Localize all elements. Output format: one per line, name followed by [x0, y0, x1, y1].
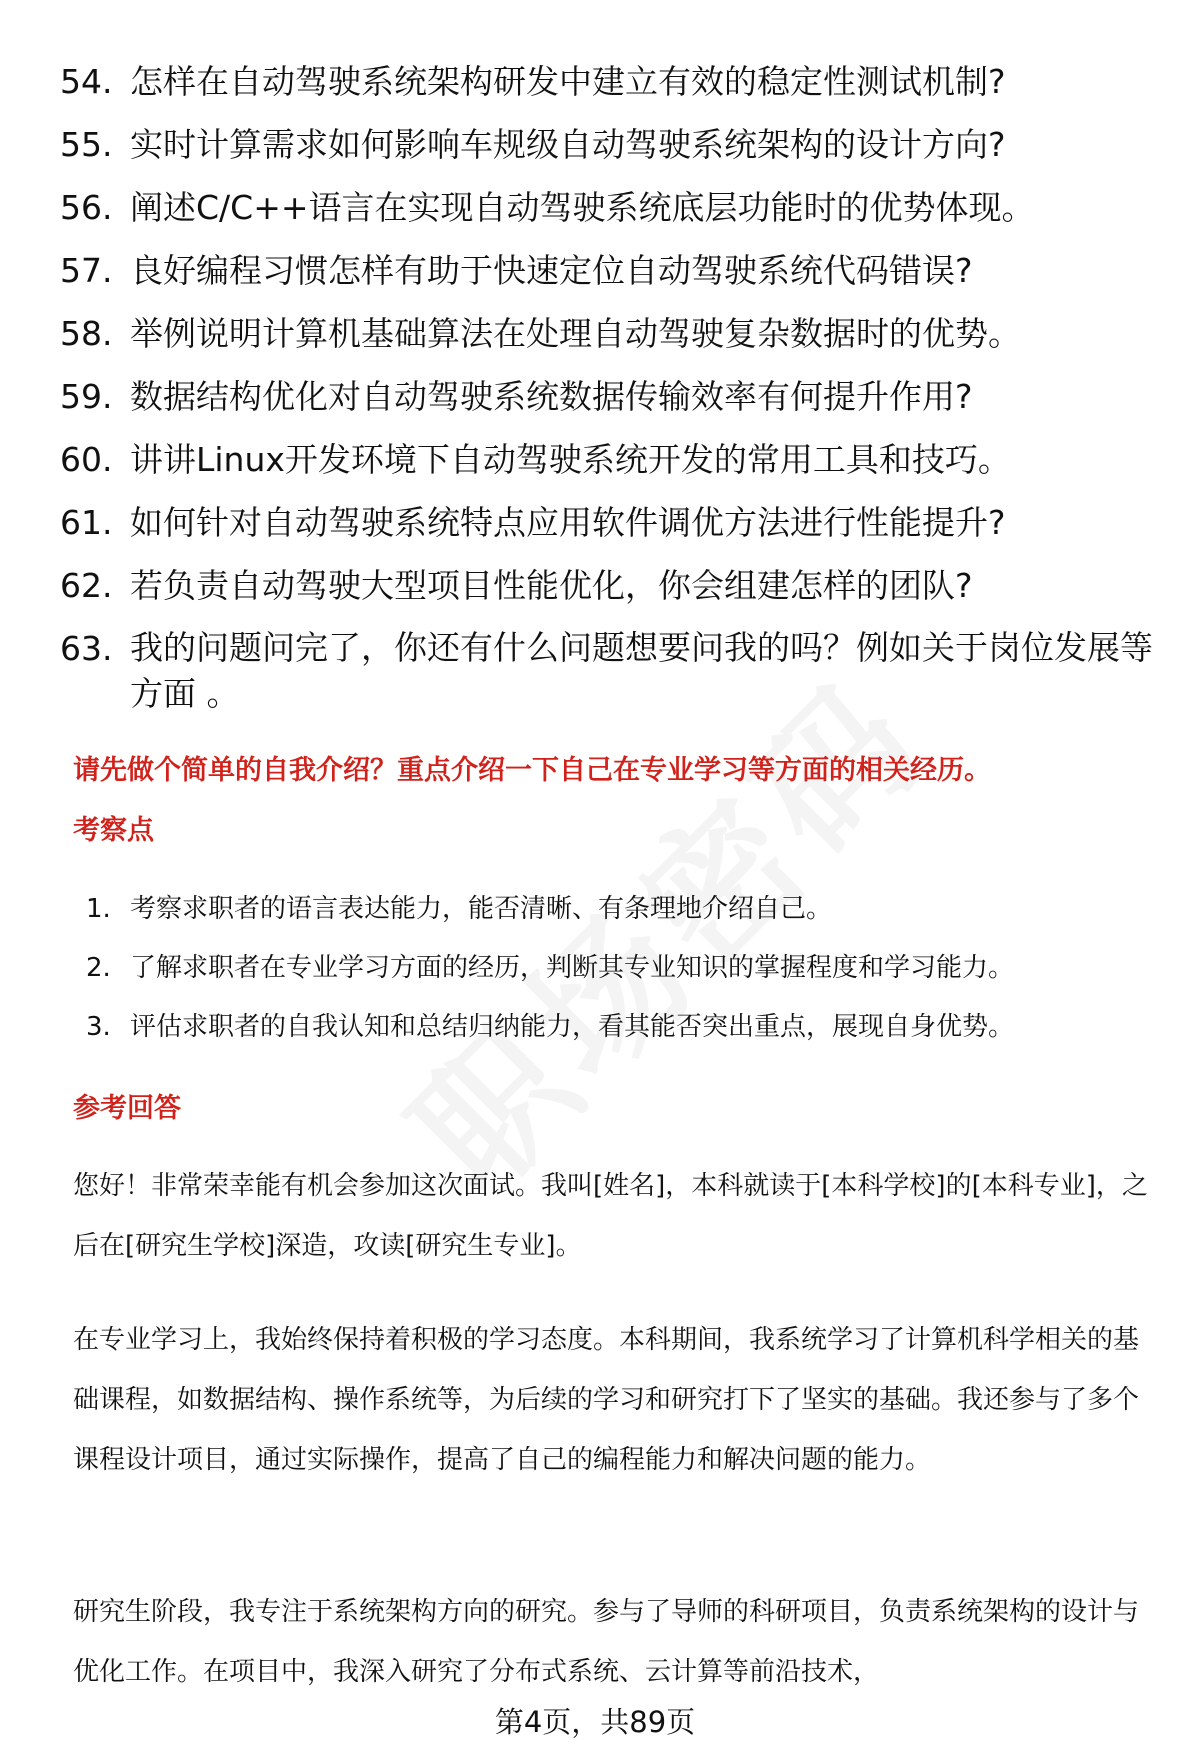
- question-number: 58.: [60, 314, 113, 353]
- question-item: [60, 365, 1160, 428]
- question-item: [60, 554, 1160, 617]
- question-text: 讲讲Linux开发环境下自动驾驶系统开发的常用工具和技巧。: [130, 440, 1011, 479]
- point-number: 1.: [86, 894, 111, 924]
- question-number: 55.: [60, 125, 113, 164]
- question-text: 若负责自动驾驶大型项目性能优化，你会组建怎样的团队?: [130, 566, 973, 605]
- question-text: 数据结构优化对自动驾驶系统数据传输效率有何提升作用?: [130, 377, 973, 416]
- point-text: 了解求职者在专业学习方面的经历，判断其专业知识的掌握程度和学习能力。: [130, 953, 1015, 983]
- points-list: [86, 880, 1166, 1057]
- section-heading-points: 考察点: [73, 815, 154, 846]
- interview-question-title: 请先做个简单的自我介绍？重点介绍一下自己在专业学习等方面的相关经历。: [73, 755, 991, 786]
- point-number: 3.: [86, 1012, 111, 1042]
- question-number: 57.: [60, 251, 113, 290]
- question-number: 54.: [60, 62, 113, 101]
- question-item: [60, 113, 1160, 176]
- question-item: [60, 302, 1160, 365]
- answer-paragraph: 在专业学习上，我始终保持着积极的学习态度。本科期间，我系统学习了计算机科学相关的基础课程，如数据结构、操作系统等，为后续的学习和研究打下了坚实的基础。我还参与了多个课程设计项目，通过实际操作，提高了自己的编程能力和解决问题的能力。: [73, 1325, 1140, 1475]
- question-item: [60, 239, 1160, 302]
- question-text: 如何针对自动驾驶系统特点应用软件调优方法进行性能提升?: [130, 503, 1006, 542]
- question-item: [60, 176, 1160, 239]
- section-heading-answer: 参考回答: [73, 1093, 181, 1124]
- answer-paragraph: 研究生阶段，我专注于系统架构方向的研究。参与了导师的科研项目，负责系统架构的设计与优化工作。在项目中，我深入研究了分布式系统、云计算等前沿技术，: [73, 1597, 1140, 1687]
- point-item: [86, 939, 1166, 998]
- question-text: 实时计算需求如何影响车规级自动驾驶系统架构的设计方向?: [130, 125, 1006, 164]
- question-number: 63.: [60, 629, 113, 668]
- point-item: [86, 880, 1166, 939]
- point-text: 评估求职者的自我认知和总结归纳能力，看其能否突出重点，展现自身优势。: [130, 1012, 1015, 1042]
- point-text: 考察求职者的语言表达能力，能否清晰、有条理地介绍自己。: [130, 894, 833, 924]
- point-number: 2.: [86, 953, 111, 983]
- page-footer: 第4页，共89页: [494, 1705, 696, 1739]
- question-item: [60, 491, 1160, 554]
- question-number: 56.: [60, 188, 113, 227]
- question-text: 良好编程习惯怎样有助于快速定位自动驾驶系统代码错误?: [130, 251, 973, 290]
- question-item: [60, 617, 1160, 717]
- question-item: [60, 50, 1160, 113]
- point-item: [86, 998, 1166, 1057]
- question-text: 举例说明计算机基础算法在处理自动驾驶复杂数据时的优势。: [130, 314, 1021, 353]
- answer-paragraph: 您好！非常荣幸能有机会参加这次面试。我叫[姓名]，本科就读于[本科学校]的[本科专业]，之后在[研究生学校]深造，攻读[研究生专业]。: [73, 1171, 1148, 1261]
- question-number: 60.: [60, 440, 113, 479]
- question-text: 我的问题问完了，你还有什么问题想要问我的吗？例如关于岗位发展等方面 。: [130, 628, 1153, 713]
- question-number: 62.: [60, 566, 113, 605]
- question-item: [60, 428, 1160, 491]
- question-list: [60, 50, 1160, 717]
- question-number: 61.: [60, 503, 113, 542]
- question-text: 怎样在自动驾驶系统架构研发中建立有效的稳定性测试机制?: [130, 62, 1006, 101]
- question-text: 阐述C/C++语言在实现自动驾驶系统底层功能时的优势体现。: [130, 188, 1035, 227]
- question-number: 59.: [60, 377, 113, 416]
